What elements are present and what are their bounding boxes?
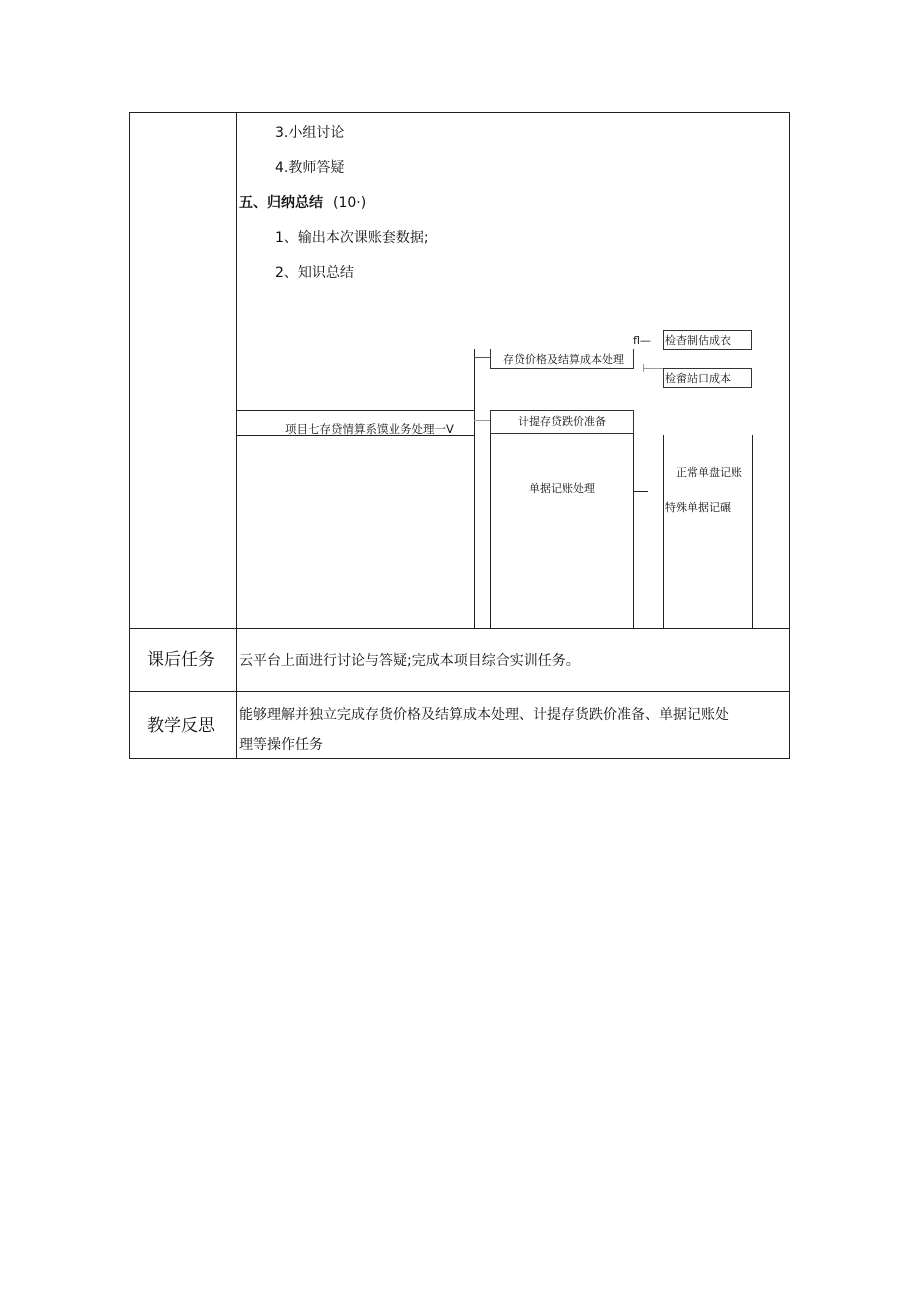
child-label-normal-posting: 正常单盘记账 [676,466,742,479]
homework-text: 云平台上面进行讨论与答疑;完成本项目综合实训任务。 [239,653,580,669]
reflection-line-2: 理等操作任务 [239,737,323,753]
branch3-connector [634,491,648,492]
step-4-qa: 4.教师答疑 [275,160,345,176]
child-label-special-posting: 特殊单据记碾 [665,501,731,514]
spine-tick-1 [474,357,490,358]
table-border-left [129,112,130,759]
child-label-check-inventory: 检杳制估成衣 [665,334,731,347]
table-border-right [789,112,790,759]
table-border-bottom [129,758,790,759]
homework-label: 课后任务 [147,650,215,670]
child-column-right [752,435,753,628]
branch-label-impairment: 计提存贷跌价准备 [518,415,606,428]
step-3-discussion: 3.小组讨论 [275,125,345,141]
reflection-line-1: 能够理解并独立完成存货价格及结算成本处理、计提存货跌价准备、单据记账处 [239,707,729,723]
branch3-left [490,434,491,628]
table-border-top [129,112,790,113]
root-top-line [236,410,474,411]
branch3-right [633,434,634,628]
diagram-root-label: 项目七存贷情算系馍业务处理一V [285,422,454,436]
summary-item-2: 2、知识总结 [275,265,354,281]
child-label-check-cost: 检畲站口成本 [665,372,731,385]
section-5-time: (10·) [333,195,367,211]
child-column-left [663,435,664,628]
branch1-connector-lower [643,368,663,369]
table-row-divider-1 [129,628,790,629]
branch-label-voucher-posting: 单据记账处理 [529,482,595,495]
branch1-connector-tick [643,364,644,372]
summary-item-1: 1、输出本次课账套数据; [275,230,429,246]
reflection-label: 教学反思 [147,716,215,736]
diagram-spine [474,349,475,628]
spine-tick-2 [474,420,490,421]
table-row-divider-2 [129,691,790,692]
child1-prefix: fl— [633,334,651,347]
branch-label-price-cost: 存贷价格及结算成本处理 [503,353,624,366]
section-5-label: 五、归纳总结 [239,195,323,211]
